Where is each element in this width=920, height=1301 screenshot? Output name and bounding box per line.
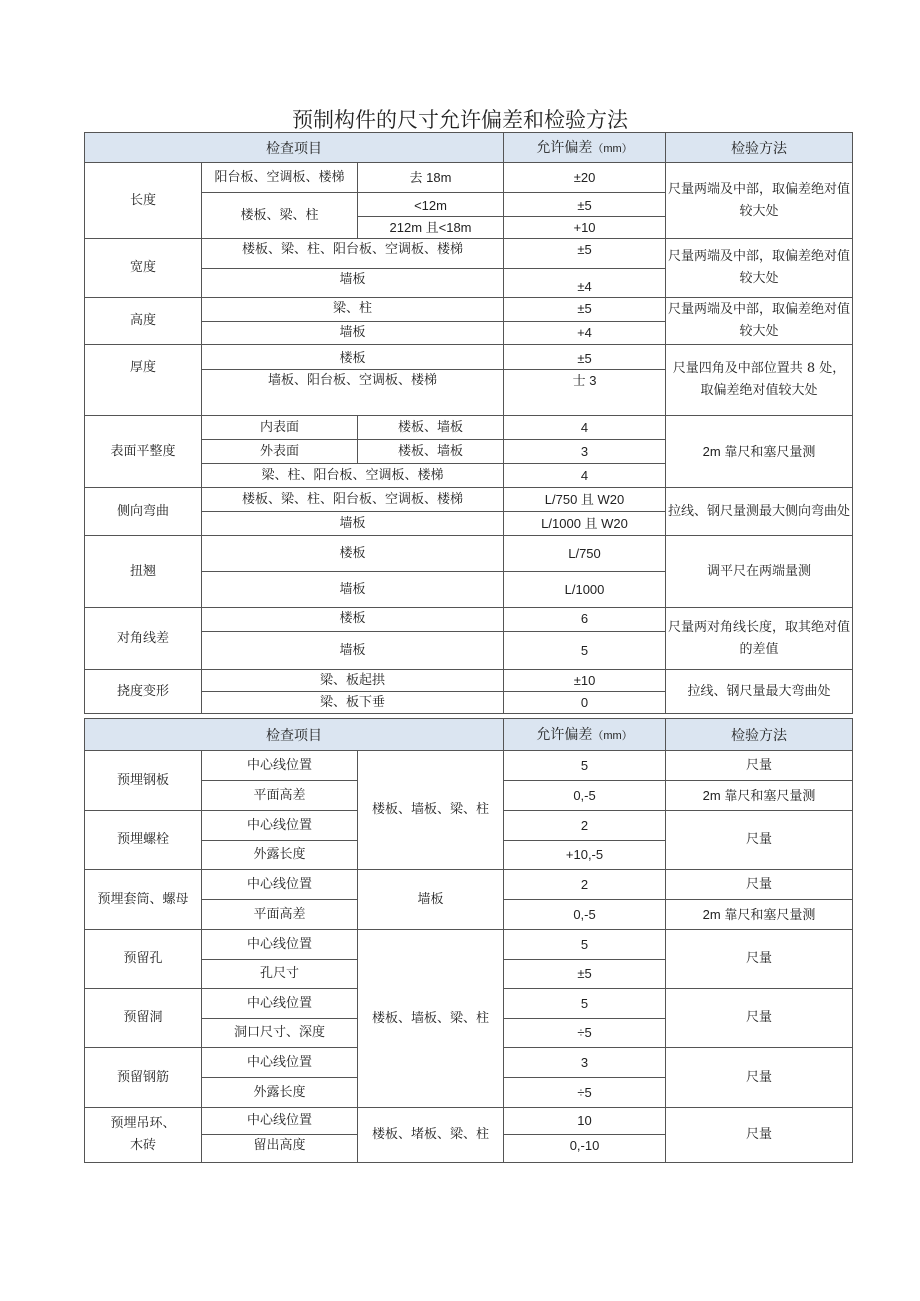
- height-value-a: ±5: [504, 298, 666, 322]
- opening-value-a: 5: [504, 989, 666, 1019]
- flatness-value-c: 4: [504, 464, 666, 488]
- width-object-a: 楼板、梁、柱、阳台板、空调板、楼梯: [202, 239, 504, 269]
- thickness-value-a: ±5: [504, 345, 666, 370]
- embedded-parts-table: [84, 718, 853, 1163]
- length-12-18-value: +10: [504, 217, 666, 239]
- deflection-object-a: 梁、板起拱: [202, 670, 504, 692]
- row-label-bend: 侧向弯曲: [85, 488, 202, 536]
- length-lt12-condition: <12m: [358, 193, 504, 217]
- bend-method: 拉线、钢尺量测最大侧向弯曲处: [666, 488, 853, 536]
- bend-object-b: 墙板: [202, 512, 504, 536]
- height-method: 尺量两端及中部，取偏差绝对值较大处: [666, 298, 853, 345]
- row-label-lifting-ring: 预埋吊环、 木砖: [85, 1108, 202, 1163]
- flatness-object-c: 梁、柱、阳台板、空调板、楼梯: [202, 464, 504, 488]
- flatness-outer-value: 3: [504, 440, 666, 464]
- row-label-opening: 预留洞: [85, 989, 202, 1048]
- row-label-flatness: 表面平整度: [85, 416, 202, 488]
- header-item: 检查项目: [85, 133, 504, 163]
- deflection-value-a: ±10: [504, 670, 666, 692]
- rebar-value-a: 3: [504, 1048, 666, 1078]
- flatness-inner: 内表面: [202, 416, 358, 440]
- diagonal-object-b: 墙板: [202, 632, 504, 670]
- length-balcony-value: ±20: [504, 163, 666, 193]
- header2-tolerance: 允许偏差（mm）: [504, 719, 666, 751]
- width-object-b: 墙板: [202, 269, 504, 298]
- thickness-value-b: 士 3: [504, 370, 666, 416]
- sleeve-object: 墙板: [358, 870, 504, 930]
- warp-value-a: L/750: [504, 536, 666, 572]
- warp-method: 调平尺在两端量测: [666, 536, 853, 608]
- flatness-method: 2m 靠尺和塞尺量测: [666, 416, 853, 488]
- row-label-warp: 扭翘: [85, 536, 202, 608]
- length-method: 尺量两端及中部，取偏差绝对值较大处: [666, 163, 853, 239]
- object-group-2: 楼板、墙板、梁、柱: [358, 930, 504, 1108]
- row-label-deflection: 挠度变形: [85, 670, 202, 714]
- hole-method: 尺量: [666, 930, 853, 989]
- ring-method: 尺量: [666, 1108, 853, 1163]
- rebar-item-a: 中心线位置: [202, 1048, 358, 1078]
- rebar-value-b: ÷5: [504, 1078, 666, 1108]
- warp-object-b: 墙板: [202, 572, 504, 608]
- hole-item-b: 孔尺寸: [202, 960, 358, 989]
- hole-value-b: ±5: [504, 960, 666, 989]
- row-label-thickness: 厚度: [85, 345, 202, 416]
- bend-object-a: 楼板、梁、柱、阳台板、空调板、楼梯: [202, 488, 504, 512]
- row-label-height: 高度: [85, 298, 202, 345]
- deflection-method: 拉线、钢尺量最大弯曲处: [666, 670, 853, 714]
- row-label-length: 长度: [85, 163, 202, 239]
- diagonal-method: 尺量两对角线长度，取其绝对值的差值: [666, 608, 853, 670]
- sleeve-value-a: 2: [504, 870, 666, 900]
- steel-plate-method-b: 2m 靠尺和塞尺量测: [666, 781, 853, 811]
- bolt-item-b: 外露长度: [202, 841, 358, 870]
- bend-value-b: L/1000 且 W20: [504, 512, 666, 536]
- sleeve-item-a: 中心线位置: [202, 870, 358, 900]
- bolt-item-a: 中心线位置: [202, 811, 358, 841]
- height-value-b: +4: [504, 322, 666, 345]
- width-value-b: ±4: [504, 269, 666, 298]
- opening-item-a: 中心线位置: [202, 989, 358, 1019]
- diagonal-value-b: 5: [504, 632, 666, 670]
- flatness-inner-value: 4: [504, 416, 666, 440]
- sleeve-method-b: 2m 靠尺和塞尺量测: [666, 900, 853, 930]
- length-12-18-condition: 212m 且<18m: [358, 217, 504, 239]
- bend-value-a: L/750 且 W20: [504, 488, 666, 512]
- row-label-bolt: 预埋螺栓: [85, 811, 202, 870]
- warp-object-a: 楼板: [202, 536, 504, 572]
- header2-method: 检验方法: [666, 719, 853, 751]
- warp-value-b: L/1000: [504, 572, 666, 608]
- page-title: 预制构件的尺寸允许偏差和检验方法: [292, 108, 628, 132]
- ring-object: 楼板、堵板、梁、柱: [358, 1108, 504, 1163]
- bolt-value-b: +10,-5: [504, 841, 666, 870]
- thickness-method: 尺量四角及中部位置共 8 处，取偏差绝对值较大处: [666, 345, 853, 416]
- flatness-inner-object: 楼板、墙板: [358, 416, 504, 440]
- bolt-value-a: 2: [504, 811, 666, 841]
- steel-plate-item-a: 中心线位置: [202, 751, 358, 781]
- row-label-sleeve: 预埋套筒、螺母: [85, 870, 202, 930]
- deflection-object-b: 梁、板下垂: [202, 692, 504, 714]
- opening-item-b: 洞口尺寸、深度: [202, 1019, 358, 1048]
- width-value-a: ±5: [504, 239, 666, 269]
- sleeve-value-b: 0,-5: [504, 900, 666, 930]
- steel-plate-item-b: 平面高差: [202, 781, 358, 811]
- length-balcony-object: 阳台板、空调板、楼梯: [202, 163, 358, 193]
- height-object-a: 梁、柱: [202, 298, 504, 322]
- length-balcony-condition: 去 18m: [358, 163, 504, 193]
- opening-method: 尺量: [666, 989, 853, 1048]
- deflection-value-b: 0: [504, 692, 666, 714]
- row-label-rebar: 预留钢筋: [85, 1048, 202, 1108]
- row-label-width: 宽度: [85, 239, 202, 298]
- flatness-outer: 外表面: [202, 440, 358, 464]
- header2-item: 检查项目: [85, 719, 504, 751]
- row-label-steel-plate: 预埋钢板: [85, 751, 202, 811]
- sleeve-item-b: 平面高差: [202, 900, 358, 930]
- diagonal-value-a: 6: [504, 608, 666, 632]
- steel-plate-value-b: 0,-5: [504, 781, 666, 811]
- diagonal-object-a: 楼板: [202, 608, 504, 632]
- flatness-outer-object: 楼板、墙板: [358, 440, 504, 464]
- ring-value-a: 10: [504, 1108, 666, 1135]
- steel-plate-value-a: 5: [504, 751, 666, 781]
- length-floor-object: 楼板、梁、柱: [202, 193, 358, 239]
- thickness-object-b: 墙板、阳台板、空调板、楼梯: [202, 370, 504, 416]
- row-label-diagonal: 对角线差: [85, 608, 202, 670]
- hole-value-a: 5: [504, 930, 666, 960]
- steel-plate-method-a: 尺量: [666, 751, 853, 781]
- object-group-1: 楼板、墙板、梁、柱: [358, 751, 504, 870]
- row-label-hole: 预留孔: [85, 930, 202, 989]
- ring-item-a: 中心线位置: [202, 1108, 358, 1135]
- hole-item-a: 中心线位置: [202, 930, 358, 960]
- ring-item-b: 留出高度: [202, 1135, 358, 1163]
- width-method: 尺量两端及中部，取偏差绝对值较大处: [666, 239, 853, 298]
- bolt-method: 尺量: [666, 811, 853, 870]
- sleeve-method-a: 尺量: [666, 870, 853, 900]
- height-object-b: 墙板: [202, 322, 504, 345]
- ring-value-b: 0,-10: [504, 1135, 666, 1163]
- thickness-object-a: 楼板: [202, 345, 504, 370]
- length-lt12-value: ±5: [504, 193, 666, 217]
- rebar-item-b: 外露长度: [202, 1078, 358, 1108]
- header-method: 检验方法: [666, 133, 853, 163]
- rebar-method: 尺量: [666, 1048, 853, 1108]
- opening-value-b: ÷5: [504, 1019, 666, 1048]
- header-tolerance: 允许偏差（mm）: [504, 133, 666, 163]
- dimension-tolerance-table: [84, 132, 853, 714]
